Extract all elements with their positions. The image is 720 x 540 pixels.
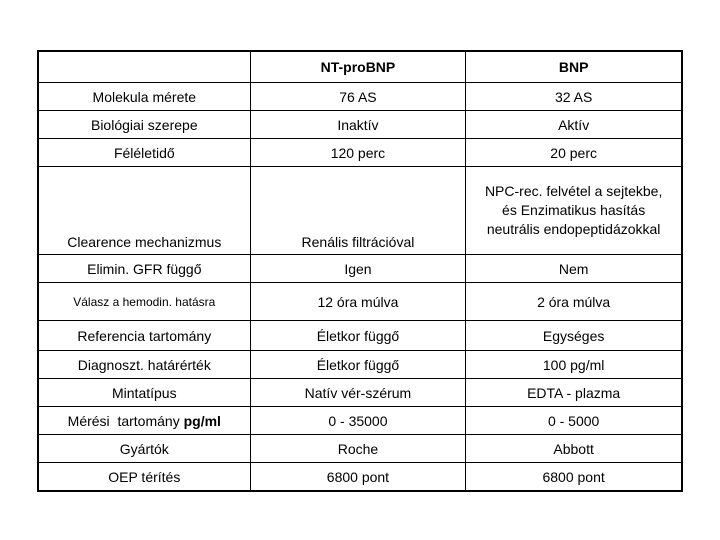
table-row <box>39 379 682 407</box>
row-label: Clearence mechanizmus <box>39 167 251 255</box>
ntprobnp-value: Roche <box>250 435 466 463</box>
bnp-value: 2 óra múlva <box>466 283 682 321</box>
bnp-value: Aktív <box>466 111 682 139</box>
bnp-value: 0 - 5000 <box>466 407 682 435</box>
row-label: Mintatípus <box>39 379 251 407</box>
row-label: Féléletidő <box>39 139 251 167</box>
table-row <box>39 321 682 351</box>
bnp-value: Egységes <box>466 321 682 351</box>
row-label: Elimin. GFR függő <box>39 255 251 283</box>
table-row <box>39 435 682 463</box>
row-label-unit: pg/ml <box>183 412 221 429</box>
header-ntprobnp: NT-proBNP <box>250 52 466 83</box>
header-row <box>39 52 682 83</box>
bnp-value: Nem <box>466 255 682 283</box>
row-label: Válasz a hemodin. hatásra <box>39 283 251 321</box>
row-label: Diagnoszt. határérték <box>39 351 251 379</box>
table-row <box>39 139 682 167</box>
bnp-value: 6800 pont <box>466 463 682 491</box>
bnp-value: NPC-rec. felvétel a sejtekbe, és Enzimatikus hasítás neutrális endopeptidázokkal <box>466 167 682 255</box>
ntprobnp-value: 0 - 35000 <box>250 407 466 435</box>
ntprobnp-value: Renális filtrációval <box>250 167 466 255</box>
table-row <box>39 351 682 379</box>
header-empty-cell <box>39 52 251 83</box>
table-row <box>39 463 682 491</box>
table-row <box>39 83 682 111</box>
table-row <box>39 407 682 435</box>
row-label: Molekula mérete <box>39 83 251 111</box>
ntprobnp-value: Natív vér-szérum <box>250 379 466 407</box>
table-row <box>39 111 682 139</box>
row-label: Referencia tartomány <box>39 321 251 351</box>
ntprobnp-value: 76 AS <box>250 83 466 111</box>
ntprobnp-value: Életkor függő <box>250 321 466 351</box>
row-label: Biológiai szerepe <box>39 111 251 139</box>
ntprobnp-value: 6800 pont <box>250 463 466 491</box>
table-row <box>39 255 682 283</box>
ntprobnp-value: 12 óra múlva <box>250 283 466 321</box>
row-label: OEP térítés <box>39 463 251 491</box>
bnp-value: EDTA - plazma <box>466 379 682 407</box>
comparison-table <box>38 51 682 491</box>
row-label-text: Mérési tartomány <box>67 412 184 429</box>
ntprobnp-value: Inaktív <box>250 111 466 139</box>
header-bnp: BNP <box>466 52 682 83</box>
bnp-value: 20 perc <box>466 139 682 167</box>
ntprobnp-value: Életkor függő <box>250 351 466 379</box>
bnp-value: 32 AS <box>466 83 682 111</box>
ntprobnp-value: Igen <box>250 255 466 283</box>
ntprobnp-value: 120 perc <box>250 139 466 167</box>
row-label <box>39 407 251 435</box>
bnp-value: 100 pg/ml <box>466 351 682 379</box>
table-row <box>39 167 682 255</box>
table-row <box>39 283 682 321</box>
row-label: Gyártók <box>39 435 251 463</box>
bnp-value: Abbott <box>466 435 682 463</box>
